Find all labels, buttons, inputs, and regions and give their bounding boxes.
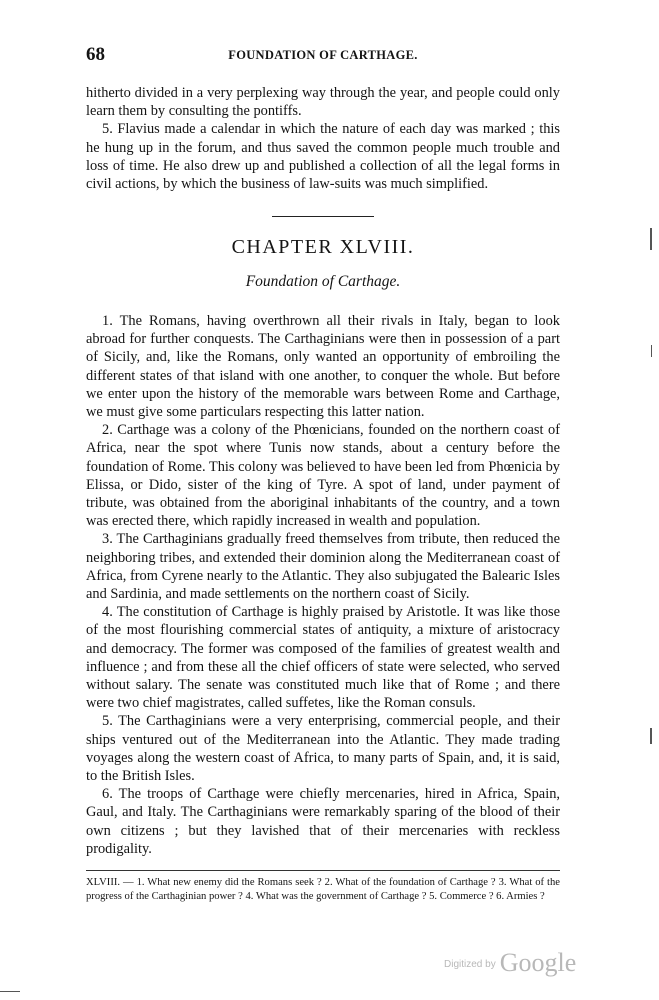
scan-artifact xyxy=(650,728,652,744)
paragraph: 6. The troops of Carthage were chiefly mercenaries, hired in Africa, Spain, Gaul, and Italy. The Carthaginians were remarkably sparing of the blood of their own citizens ; but they lavished that of their mercenaries with reckless prodigality. xyxy=(86,786,560,857)
paragraph-continuation: hitherto divided in a very perplexing way through the year, and people could only learn them by consulting the pontiffs. xyxy=(86,85,560,120)
footnote-divider xyxy=(86,870,560,871)
scan-artifact xyxy=(650,228,652,250)
page-number: 68 xyxy=(86,44,105,65)
google-watermark xyxy=(444,948,577,982)
previous-chapter-text xyxy=(86,84,560,193)
watermark-prefix: Digitized by xyxy=(444,959,496,970)
google-logo: Google xyxy=(499,948,577,977)
paragraph: 3. The Carthaginians gradually freed themselves from tribute, then reduced the neighboring tribes, and extended their dominion along the Mediterranean coast of Africa, from Cyrene nearly to the Atlantic. They also subjugated the Balearic Isles and Sardinia, and made settlements on the northern coast of Sicily. xyxy=(86,531,560,603)
paragraph: 5. The Carthaginians were a very enterprising, commercial people, and their ships ventured out of the Mediterranean into the Atlantic. They made trading voyages along the western coast of Africa, to many parts of Spain, and, it is said, to the British Isles. xyxy=(86,713,560,785)
chapter-body xyxy=(86,312,560,858)
paragraph: 2. Carthage was a colony of the Phœnicians, founded on the northern coast of Africa, near the spot where Tunis now stands, about a century before the foundation of Rome. This colony was believed to have been led from Phœnicia by Elissa, or Dido, sister of the king of Tyre. A spot of land, under payment of tribute, was obtained from the aboriginal inhabitants of the country, and a town was erected there, which rapidly increased in wealth and population. xyxy=(86,422,560,530)
scan-artifact xyxy=(651,345,652,357)
chapter-subtitle: Foundation of Carthage. xyxy=(245,273,401,290)
section-divider xyxy=(272,216,374,217)
running-head: FOUNDATION OF CARTHAGE. xyxy=(228,48,418,62)
paragraph: 1. The Romans, having overthrown all their rivals in Italy, began to look abroad for further conquests. The Carthaginians were then in possession of a part of Sicily, and, like the Romans, only wanted an opportunity of embroiling the different states of that island with one another, to conquer the whole. But before we enter upon the history of the memorable wars between Rome and Carthage, we must give some particulars respecting this latter nation. xyxy=(86,313,560,421)
footnote-questions: XLVIII. — 1. What new enemy did the Romans seek ? 2. What of the foundation of Carthage ? 3. What of the progress of the Carthaginian power ? 4. What was the government of Carthage ? 5. Commerce ? 6. Armies ? xyxy=(86,877,560,902)
scan-artifact xyxy=(0,991,20,992)
page-header xyxy=(86,44,560,66)
chapter-title: CHAPTER XLVIII. xyxy=(231,236,415,258)
paragraph: 5. Flavius made a calendar in which the nature of each day was marked ; this he hung up in the forum, and thus saved the common people much trouble and loss of time. He also drew up and published a collection of all the legal forms in civil actions, by which the business of law-suits was much simplified. xyxy=(86,121,560,193)
paragraph: 4. The constitution of Carthage is highly praised by Aristotle. It was like those of the most flourishing commercial states of antiquity, a mixture of aristocracy and democracy. The former was composed of the families of greatest wealth and influence ; and from these all the chief officers of state were selected, who served without salary. The senate was constituted much like that of Rome ; and there were two chief magistrates, called suffetes, like the Roman consuls. xyxy=(86,604,560,712)
